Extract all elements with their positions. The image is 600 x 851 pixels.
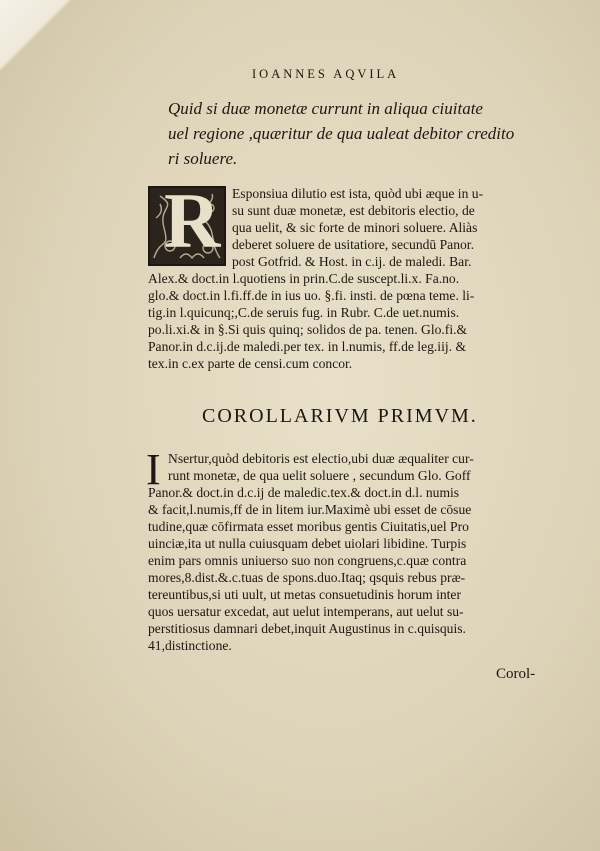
text-line: qua uelit, & sic forte de minori soluere. Aliàs [232,220,478,235]
text-line: tex.in c.ex parte de censi.cum concor. [148,356,353,371]
text-line: mores,8.dist.&.c.tuas de spons.duo.Itaq; qsquis rebus præ- [148,570,466,585]
text-line: Nsertur,quòd debitoris est electio,ubi duæ æqualiter cur- [168,451,474,466]
dropcap-letter: R [164,186,221,264]
text-line: glo.& doct.in l.fi.ff.de in ius uo. §.fi. insti. de pœna teme. li- [148,288,475,303]
folded-corner [0,0,70,70]
text-line: 41,distinctione. [148,638,232,653]
text-line: post Gotfrid. & Host. in c.ij. de maledi. Bar. [232,254,472,269]
text-line: uinciæ,ita ut nulla cuiusquam debet uiolari libidine. Turpis [148,536,467,551]
paragraph-corollary [146,445,548,654]
text-line: tudine,quæ cōfirmata esset moribus gentis Ciuitatis,uel Pro [148,519,469,534]
text-line: po.li.xi.& in §.Si quis quinq; solidos de pa. tenen. Glo.fi.& [148,322,468,337]
question-line: uel regione ,quæritur de qua ualeat debitor credito [168,124,515,143]
text-line: Panor.& doct.in d.c.ij de maledic.tex.& doct.in d.l. numis [148,485,460,500]
question-line: ri soluere. [168,149,238,168]
text-line: perstitiosus damnari debet,inquit Augustinus in c.quisquis. [148,621,466,636]
text-line: Panor.in d.c.ij.de maledi.per tex. in l.numis, ff.de leg.iij. & [148,339,467,354]
paragraph-response [148,185,548,372]
text-line: tereuntibus,si uti uult, ut metas consuetudinis horum inter [148,587,461,602]
text-line: deberet soluere de usitatiore, secundū Panor. [232,237,474,252]
text-line: Esponsiua dilutio est ista, quòd ubi æque in u- [232,186,484,201]
text-line: & facit,l.numis,ff de in litem iur.Maximè ubi esset de cōsue [148,502,472,517]
question-line: Quid si duæ monetæ currunt in aliqua ciuitate [168,99,483,118]
catchword: Corol- [496,666,536,682]
running-head: IOANNES AQVILA [252,67,400,81]
text-line: su sunt duæ monetæ, est debitoris electio, de [232,203,475,218]
text-line: quos uersatur excedat, aut uelut intemperans, aut uelut su- [148,604,464,619]
text-line: tig.in l.quicunq;,C.de seruis fug. in Rubr. C.de uet.numis. [148,305,460,320]
text-line: runt monetæ, de qua uelit soluere , secundum Glo. Goff [168,468,471,483]
question-heading [168,96,560,171]
section-heading: COROLLARIVM PRIMVM. [202,405,478,427]
text-line: enim pars omnis uniuerso suo non congruens,c.quæ contra [148,553,467,568]
initial-letter: I [146,445,161,494]
text-line: Alex.& doct.in l.quotiens in prin.C.de suscept.li.x. Fa.no. [148,271,460,286]
